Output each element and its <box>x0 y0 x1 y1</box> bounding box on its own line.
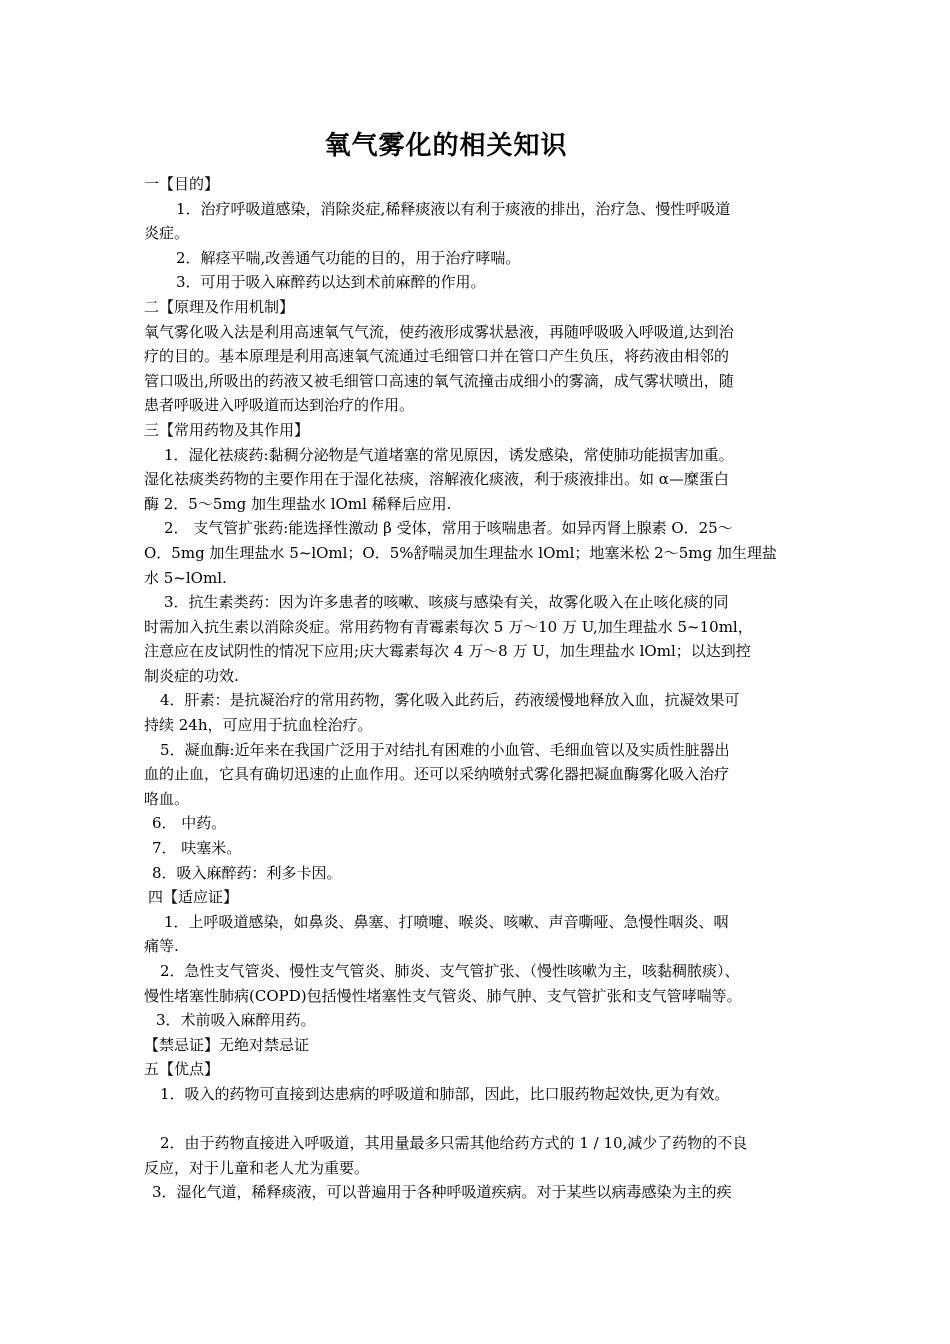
section-heading: 一【目的】 <box>144 175 220 193</box>
text-line: 3．可用于吸入麻醉药以达到术前麻醉的作用。 <box>176 273 486 292</box>
text-line: 3．湿化气道，稀释痰液，可以普遍用于各种呼吸道疾病。对于某些以病毒感染为主的疾 <box>152 1183 732 1202</box>
text-line: 注意应在皮试阴性的情况下应用;庆大霉素每次 4 万～8 万 U，加生理盐水 lOml；以达到控 <box>144 642 751 661</box>
text-line: 1．湿化祛痰药:黏稠分泌物是气道堵塞的常见原因，诱发感染，常使肺功能损害加重。 <box>164 445 734 464</box>
text-line: 反应，对于儿童和老人尤为重要。 <box>144 1158 370 1177</box>
text-line: 3．抗生素类药：因为许多患者的咳嗽、咳痰与感染有关，故雾化吸入在止咳化痰的同 <box>164 593 729 612</box>
text-line: 管口吸出,所吸出的药液又被毛细管口高速的氧气流撞击成细小的雾滴，成气雾状喷出，随 <box>144 371 734 390</box>
text-line: 血的止血，它具有确切迅速的止血作用。还可以采纳喷射式雾化器把凝血酶雾化吸入治疗 <box>144 765 730 784</box>
text-line: 5．凝血酶:近年来在我国广泛用于对结扎有困难的小血管、毛细血管以及实质性脏器出 <box>160 740 730 759</box>
text-line: 酶 2．5～5mg 加生理盐水 lOml 稀释后应用. <box>144 494 452 513</box>
text-line: 6． 中药。 <box>152 814 227 833</box>
text-line: 患者呼吸进入呼吸道而达到治疗的作用。 <box>144 396 415 415</box>
text-line: 4．肝素：是抗凝治疗的常用药物，雾化吸入此药后，药液缓慢地释放入血，抗凝效果可 <box>160 691 740 710</box>
text-line: 2．由于药物直接进入呼吸道，其用量最多只需其他给药方式的 1 / 10,减少了药物的不良 <box>160 1134 748 1153</box>
text-line: 慢性堵塞性肺病(COPD)包括慢性堵塞性支气管炎、肺气肿、支气管扩张和支气管哮喘等。 <box>144 986 742 1005</box>
text-line: 【禁忌证】无绝对禁忌证 <box>144 1035 310 1054</box>
text-line: 氧气雾化吸入法是利用高速氧气气流，使药液形成雾状悬液，再随呼吸吸入呼吸道,达到治 <box>144 322 734 341</box>
page-title: 氧气雾化的相关知识 <box>324 131 568 161</box>
text-line: 咯血。 <box>144 789 190 808</box>
text-line: O．5mg 加生理盐水 5~lOml；O．5%舒喘灵加生理盐水 lOml；地塞米松 2～5mg 加生理盐 <box>144 543 777 562</box>
section-heading: 二【原理及作用机制】 <box>144 297 295 316</box>
text-line: 1．治疗呼吸道感染，消除炎症,稀释痰液以有利于痰液的排出，治疗急、慢性呼吸道 <box>176 199 731 218</box>
text-line: 7． 呋塞米。 <box>152 839 242 858</box>
document-body <box>144 172 812 1205</box>
section-heading: 四【适应证】 <box>148 888 239 907</box>
section-heading: 三【常用药物及其作用】 <box>144 420 310 439</box>
text-line: 2．解痉平喘,改善通气功能的目的，用于治疗哮喘。 <box>176 248 521 267</box>
section-heading: 五【优点】 <box>144 1060 220 1079</box>
text-line: 1．上呼吸道感染，如鼻炎、鼻塞、打喷嚏、喉炎、咳嗽、声音嘶哑、急慢性咽炎、咽 <box>164 912 729 931</box>
text-line: 2．急性支气管炎、慢性支气管炎、肺炎、支气管扩张、（慢性咳嗽为主，咳黏稠脓痰）、 <box>160 962 740 980</box>
text-line: 炎症。 <box>144 224 190 243</box>
text-line: 水 5~lOml. <box>144 568 227 587</box>
text-line: 2． 支气管扩张药:能选择性激动 β 受体，常用于咳喘患者。如异丙肾上腺素 O．25～ <box>164 519 733 538</box>
text-line: 持续 24h，可应用于抗血栓治疗。 <box>144 716 373 735</box>
text-line: 湿化祛痰类药物的主要作用在于湿化祛痰，溶解液化痰液，利于痰液排出。如 α—糜蛋白 <box>144 470 729 489</box>
text-line <box>144 1107 812 1132</box>
text-line: 3．术前吸入麻醉用药。 <box>156 1011 316 1030</box>
text-line: 痛等. <box>144 937 179 956</box>
text-line: 8．吸入麻醉药：利多卡因。 <box>152 863 342 882</box>
text-line: 疗的目的。基本原理是利用高速氧气流通过毛细管口并在管口产生负压，将药液由相邻的 <box>144 347 730 366</box>
text-line: 1．吸入的药物可直接到达患病的呼吸道和肺部，因此，比口服药物起效快,更为有效。 <box>160 1084 730 1103</box>
text-line: 制炎症的功效. <box>144 666 239 685</box>
text-line: 时需加入抗生素以消除炎症。常用药物有青霉素每次 5 万～10 万 U,加生理盐水 5~10ml， <box>144 617 753 636</box>
